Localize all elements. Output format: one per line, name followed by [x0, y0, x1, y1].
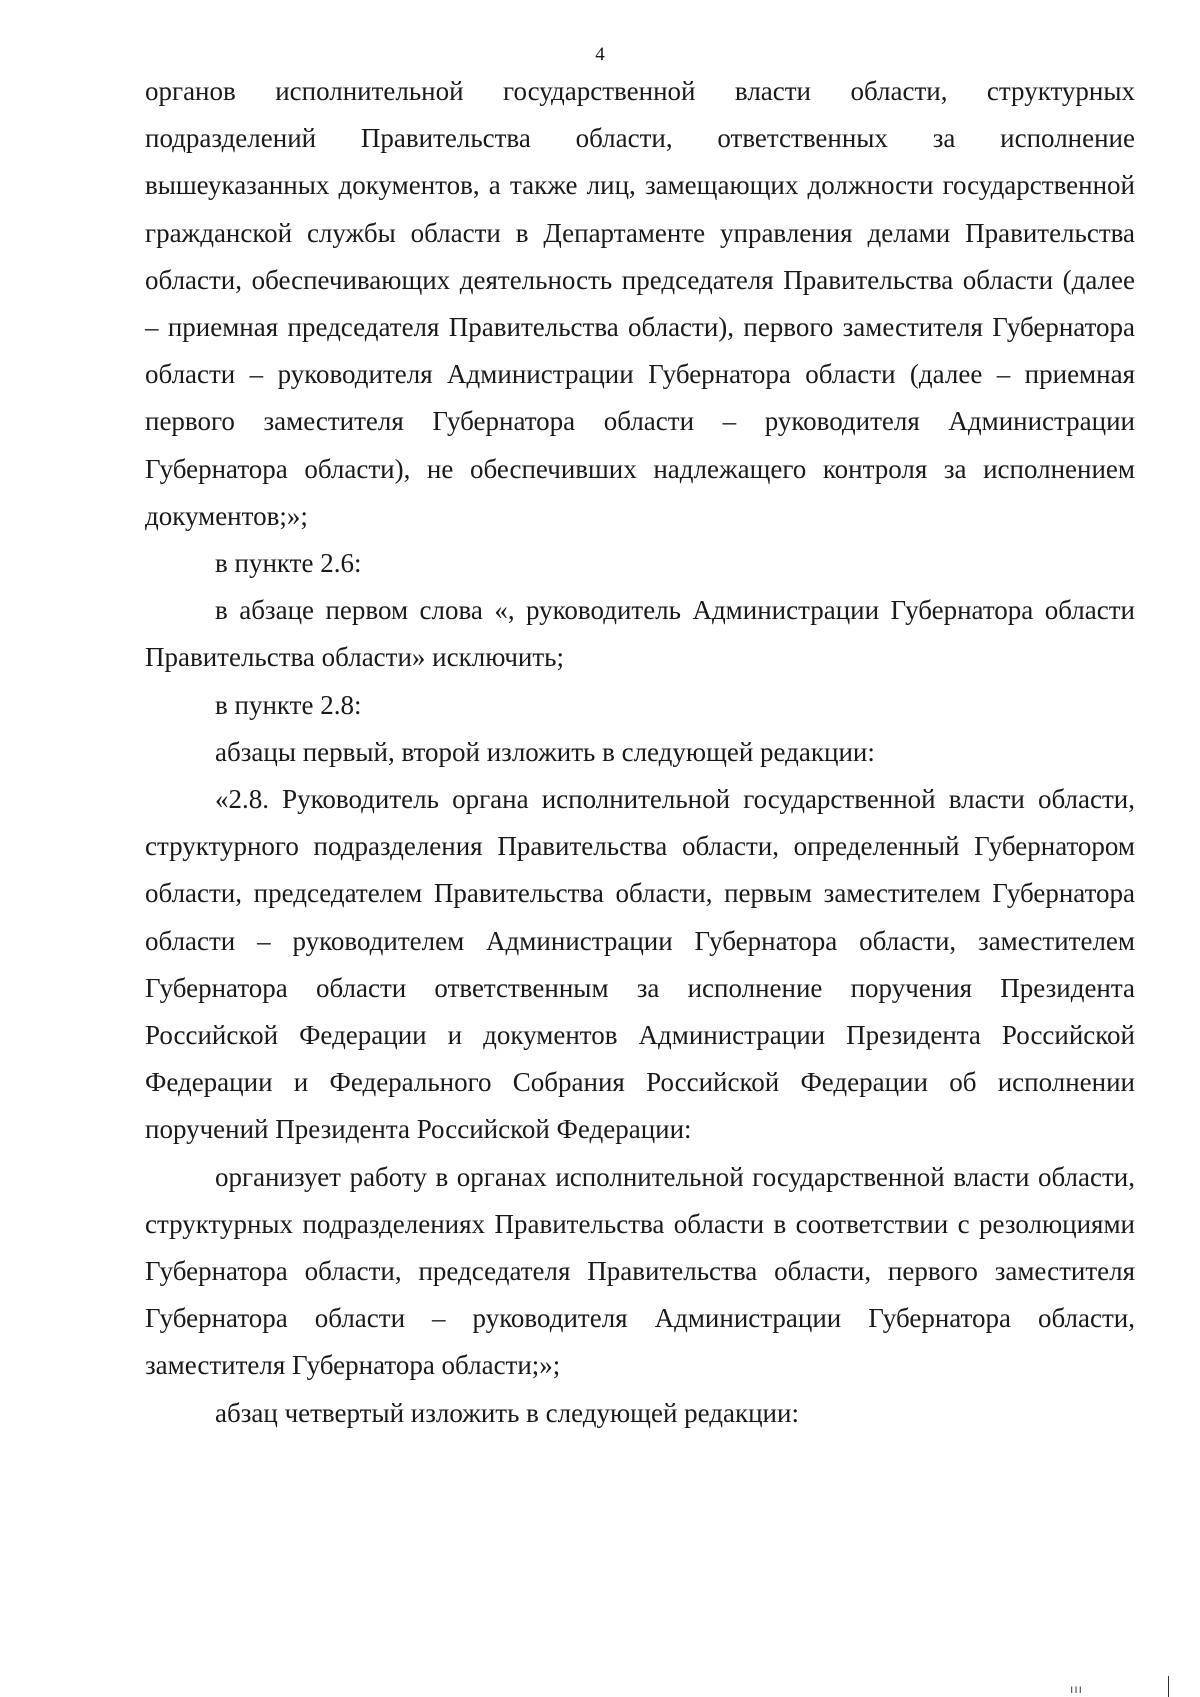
- document-body: [145, 68, 1135, 1437]
- paragraph-2: в пункте 2.6:: [215, 548, 362, 579]
- page-number: 4: [595, 44, 605, 65]
- paragraph-1: органов исполнительной государственной власти области, структурных подразделений Правительства области, ответственных за исполнение вышеуказанных документов, а также лиц, замещающих должности государственной гражданской службы области в Департаменте управления делами Правительства области, обеспечивающих деятельность председателя Правительства области (далее – приемная председателя Правительства области), первого заместителя Губернатора области – руководителя Администрации Губернатора области (далее – приемная первого заместителя Губернатора области – руководителя Администрации Губернатора области), не обеспечивших надлежащего контроля за исполнением документов;»;: [145, 76, 1135, 531]
- scan-footer-marks: ııı: [1070, 1682, 1084, 1696]
- paragraph-4: в пункте 2.8:: [215, 689, 362, 720]
- paragraph-5: абзацы первый, второй изложить в следующей редакции:: [215, 736, 875, 767]
- paragraph-3: в абзаце первом слова «, руководитель Администрации Губернатора области Правительства области» исключить;: [145, 595, 1135, 673]
- paragraph-7: организует работу в органах исполнительной государственной власти области, структурных подразделениях Правительства области в соответствии с резолюциями Губернатора области, председателя Правительства области, первого заместителя Губернатора области – руководителя Администрации Губернатора области, заместителя Губернатора области;»;: [145, 1161, 1135, 1381]
- paragraph-8: абзац четвертый изложить в следующей редакции:: [215, 1397, 799, 1428]
- scan-edge-mark: [1168, 1676, 1169, 1697]
- paragraph-6: «2.8. Руководитель органа исполнительной государственной власти области, структурного подразделения Правительства области, определенный Губернатором области, председателем Правительства области, первым заместителем Губернатора области – руководителем Администрации Губернатора области, заместителем Губернатора области ответственным за исполнение поручения Президента Российской Федерации и документов Администрации Президента Российской Федерации и Федерального Собрания Российской Федерации об исполнении поручений Президента Российской Федерации:: [145, 784, 1135, 1145]
